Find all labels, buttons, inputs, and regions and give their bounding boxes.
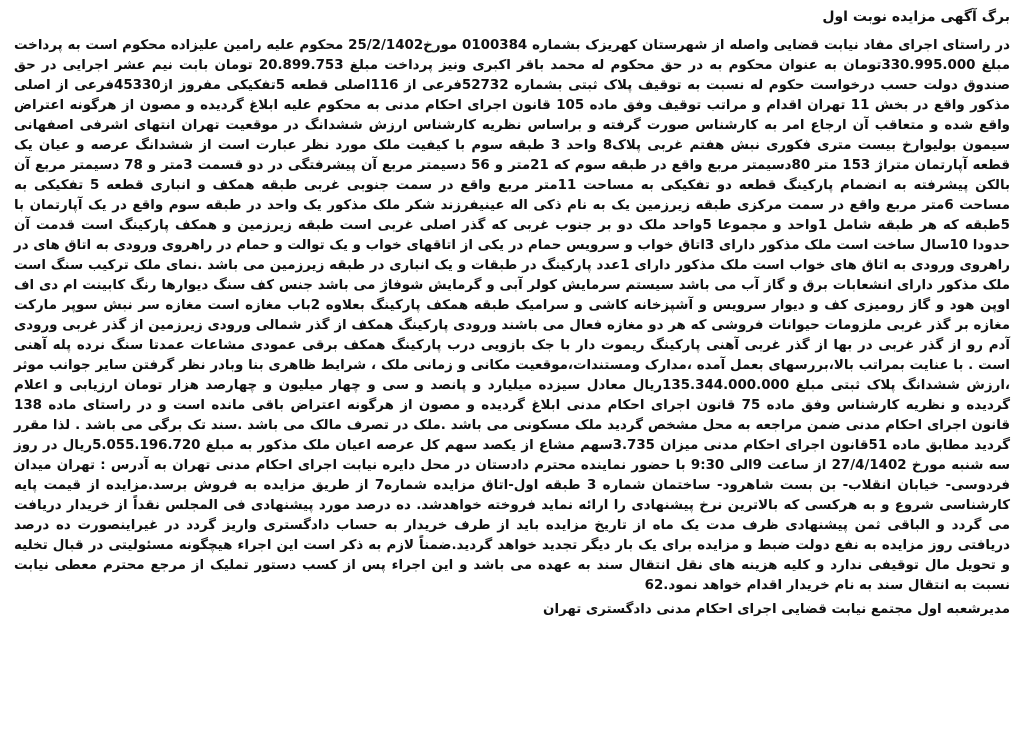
notice-signature: مدیرشعبه اول مجتمع نیابت قضایی اجرای احکام مدنی دادگستری تهران xyxy=(543,602,1010,617)
notice-title: برگ آگهی مزایده نوبت اول xyxy=(822,9,1010,25)
notice-body: در راستای اجرای مفاد نیابت قضایی واصله از شهرستان کهریزک بشماره 0100384 مورخ25/2/1402 محکوم علیه رامین علیزاده محکوم است به پرداخت مبلغ 330.995.000تومان به عنوان محکوم به در حق محکوم له محمد باقر اکبری ونیز پرداخت مبلغ 20.899.753 تومان بابت نیم عشر اجرایی در حق صندوق دولت حسب درخواست حکوم له نسبت به توقیف پلاک ثبتی بشماره 52732فرعی از 116اصلی قطعه 5تفکیکی مفروز از45330فرعی از اصلی مذکور واقع در بخش 11 تهران اقدام و مراتب توقیف وفق ماده 105 قانون اجرای احکام مدنی به محکوم علیه ابلاغ گردیده و مصون از هرگونه اعتراض واقع شده و متعاقب آن ارجاع امر به کارشناس صورت گرفته و براساس نظریه کارشناس ارزش ششدانگ در موقعیت تهران انتهای اشرفی اصفهانی سیمون بولیوارخ بیست متری فکوری نبش هفتم غربی پلاک8 واحد 3 طبقه سوم با کیفیت ملک مورد نظر عبارت است از ششدانگ عرصه و عیان یک قطعه آپارتمان متراژ 153 متر 80دسیمتر مربع واقع در طبقه سوم که 21متر و 56 دسیمتر مربع آن پیشرفتگی در دو قسمت 3متر و 78 دسیمتر مربع آن بالکن پیشرفته به انضمام پارکینگ قطعه دو تفکیکی به مساحت 11متر مربع واقع در سمت جنوبی غربی طبقه همکف و انباری قطعه 5 تفکیکی به مساحت 6متر مربع واقع در سمت مرکزی طبقه زیرزمین یک به نام ذکی اله عینیفرزند شکر ملک مذکور یک واحد در طبقه سوم واقع در یک آپارتمان با 5طبقه که هر طبقه شامل 1واحد و مجموعا 5واحد ملک دو بر جنوب غربی که گذر اصلی غربی است طبقه زیرزمین و همکف پارکینگ است قدمت آن حدودا 10سال ساخت است ملک مذکور دارای 3اتاق خواب و سرویس حمام در یکی از اتاقهای خواب و یک توالت و حمام در راهروی ورودی به اتاق های در راهروی ورودی به اتاق های خواب است ملک مذکور دارای 1عدد پارکینگ در طبقات و یک انباری در طبقه زیرزمین می باشد .نمای ملک ترکیب سنگ است ملک مذکور دارای انشعابات برق و گاز آب می باشد سیستم سرمایش کولر آبی و گرمایش شوفاژ می باشد جنس کف سنگ دیوارها رنگ کابینت ام دی اف اوپن هود و گاز رومیزی کف و دیوار سرویس و آشپزخانه کاشی و سرامیک طبقه همکف پارکینگ بعلاوه 2باب مغازه است مغازه سر نبش سوپر مارکت مغازه بر گذر غربی ملزومات حیوانات فروشی که هر دو مغازه فعال می باشند ورودی پارکینگ همکف از گذر شمالی ورودی زیرزمین از گذر غربی ورودی آدم رو از گذر غربی در بها از گذر غربی آهنی پارکینگ ریموت دار با جک بازویی درب پارکینگ همکف برقی عمودی مشاعات عمدتا سنگ نرده پله آهنی است . با عنایت بمراتب بالا،بررسهای بعمل آمده ،مدارک ومستندات،موقعیت مکانی و زمانی ملک ، شرایط ظاهری بنا وبادر نظر گرفتن سایر جوانب موثر ،ارزش ششدانگ پلاک ثبتی مبلغ 135.344.000.000ریال معادل سیزده میلیارد و پانصد و سی و چهار میلیون و چهارصد هزار تومان ارزیابی و اعلام گردیده و نظریه کارشناس وفق ماده 75 قانون اجرای احکام مدنی ابلاغ گردیده و مصون از هرگونه اعتراض باقی مانده است و در راستای ماده 138 قانون اجرای احکام مدنی ضمن مراجعه به محل مشخص گردید ملک مسکونی می باشد .ملک در تصرف مالک می باشد .سند تک برگی می باشد . لذا مقرر گردید مطابق ماده 51قانون اجرای احکام مدنی میزان 3.735سهم مشاع از یکصد سهم کل عرصه اعیان ملک مذکور به مبلغ 5.055.196.720ریال در روز سه شنبه مورخ 27/4/1402 از ساعت 9الی 9:30 با حضور نماینده محترم دادستان در محل دایره نیابت اجرای احکام مدنی تهران به آدرس : تهران میدان فردوسی- خیابان انقلاب- بن بست شاهرود- ساختمان شماره 3 طبقه اول-اتاق مزایده شماره7 از طریق مزایده به فروش برسد.مزایده از قیمت پایه کارشناسی شروع و به هرکسی که بالاترین نرخ پیشنهادی را ارائه نماید فروخته خواهدشد. ده درصد مورد پیشنهادی فی المجلس نقداً از خریدار دریافت می گردد و الباقی ثمن پیشنهادی ظرف مدت یک ماه از تاریخ مزایده باید از طرف خریدار به حساب دادگستری واریز گردد در غیراینصورت ده درصد دریافتی روز مزایده به نفع دولت ضبط و مزایده برای یک بار دیگر تجدید خواهد گردید.ضمناً لازم به ذکر است این اجراء هیچگونه مسئولیتی در قبال تخلیه و تحویل مال توقیفی ندارد و کلیه هزینه های نقل انتقال سند به عهده می باشد و این اجراء پس از کسب دستور تملیک از مرجع محترم معطی نیابت نسبت به انتقال سند به نام خریدار اقدام خواهد نمود.62 xyxy=(14,38,1011,593)
